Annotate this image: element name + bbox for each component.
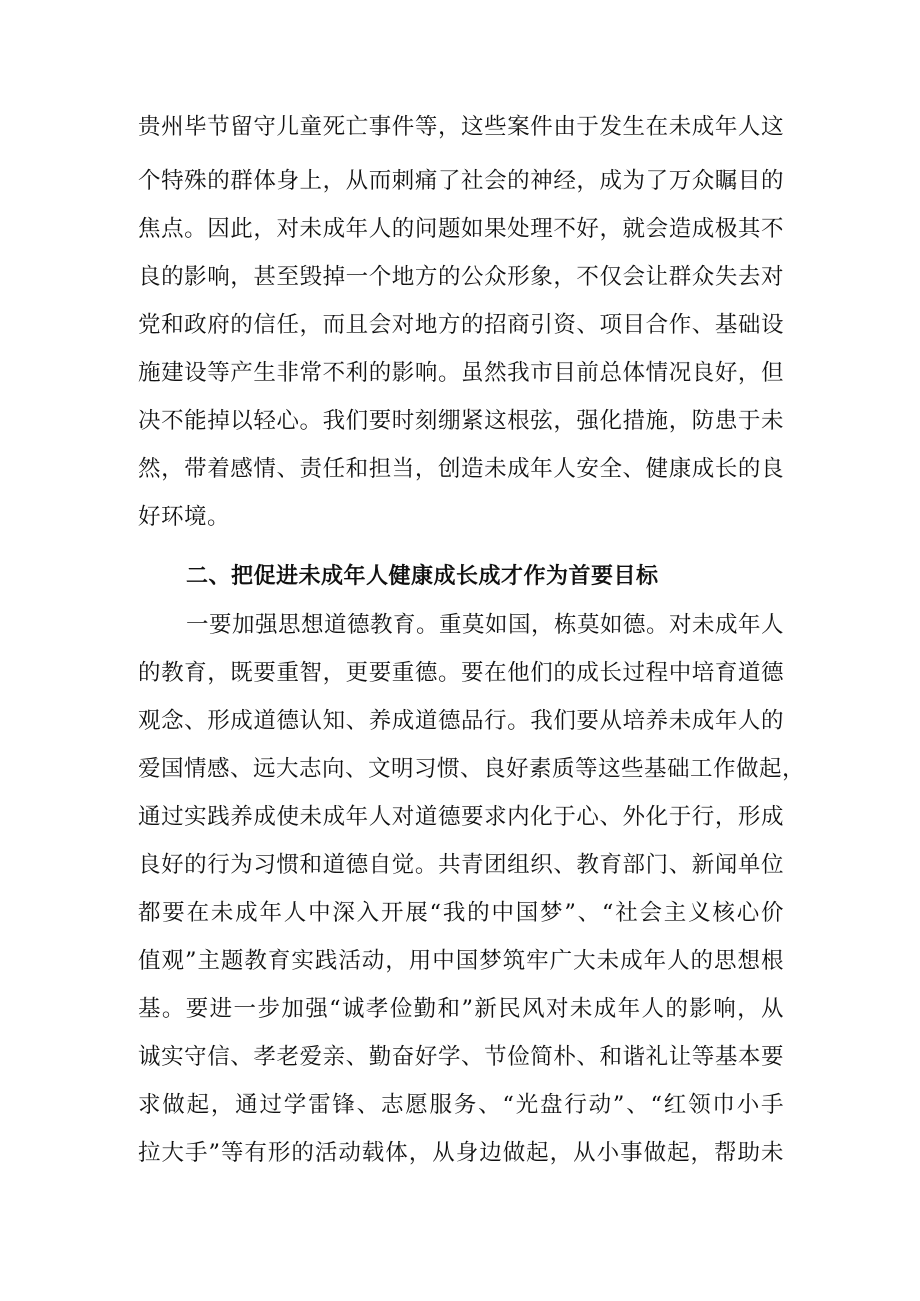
paragraph2-line-10: 诚实守信、孝老爱亲、勤奋好学、节俭简朴、和谐礼让等基本要 [138, 1044, 784, 1070]
paragraph1-line-1: 贵州毕节留守儿童死亡事件等，这些案件由于发生在未成年人这 [138, 114, 784, 140]
paragraph2-line-9: 基。要进一步加强“诚孝俭勤和”新民风对未成年人的影响，从 [138, 996, 784, 1022]
paragraph2-line-1: 一要加强思想道德教育。重莫如国，栋莫如德。对未成年人 [186, 612, 785, 638]
paragraph1-line-9: 好环境。 [138, 504, 231, 530]
paragraph2-line-3: 观念、形成道德认知、养成道德品行。我们要从培养未成年人的 [138, 708, 784, 734]
paragraph1-line-8: 然，带着感情、责任和担当，创造未成年人安全、健康成长的良 [138, 456, 784, 482]
paragraph2-line-8: 值观”主题教育实践活动，用中国梦筑牢广大未成年人的思想根 [138, 948, 784, 974]
paragraph2-line-6: 良好的行为习惯和道德自觉。共青团组织、教育部门、新闻单位 [138, 852, 784, 878]
paragraph2-line-5: 通过实践养成使未成年人对道德要求内化于心、外化于行，形成 [138, 804, 784, 830]
paragraph2-line-2: 的教育，既要重智，更要重德。要在他们的成长过程中培育道德 [138, 660, 784, 686]
paragraph1-line-5: 党和政府的信任，而且会对地方的招商引资、项目合作、基础设 [138, 312, 784, 338]
paragraph1-line-7: 决不能掉以轻心。我们要时刻绷紧这根弦，强化措施，防患于未 [138, 408, 784, 434]
paragraph2-line-12: 拉大手”等有形的活动载体，从身边做起，从小事做起，帮助未 [138, 1140, 784, 1166]
paragraph2-line-11: 求做起，通过学雷锋、志愿服务、“光盘行动”、“红领巾小手 [138, 1092, 784, 1118]
paragraph1-line-6: 施建设等产生非常不利的影响。虽然我市目前总体情况良好，但 [138, 360, 784, 386]
paragraph1-line-4: 良的影响，甚至毁掉一个地方的公众形象，不仅会让群众失去对 [138, 264, 784, 290]
paragraph1-line-2: 个特殊的群体身上，从而刺痛了社会的神经，成为了万众瞩目的 [138, 168, 784, 194]
paragraph1-line-3: 焦点。因此，对未成年人的问题如果处理不好，就会造成极其不 [138, 216, 784, 242]
section-heading: 二、把促进未成年人健康成长成才作为首要目标 [186, 564, 659, 589]
paragraph2-line-4: 爱国情感、远大志向、文明习惯、良好素质等这些基础工作做起， [138, 756, 806, 782]
paragraph2-line-7: 都要在未成年人中深入开展“我的中国梦”、“社会主义核心价 [138, 900, 784, 926]
